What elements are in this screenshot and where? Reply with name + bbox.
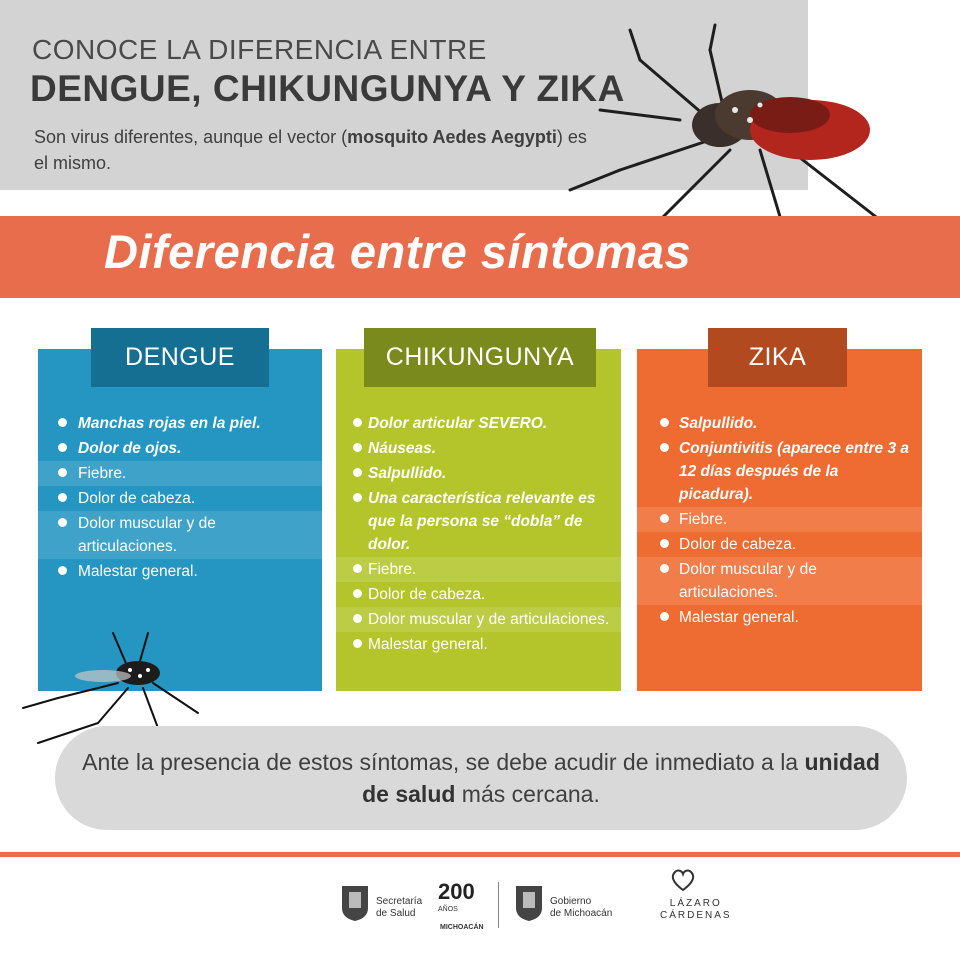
header-title: DENGUE, CHIKUNGUNYA Y ZIKA	[30, 68, 625, 109]
zika-symptom-list	[637, 411, 922, 630]
bullet-icon	[58, 518, 67, 527]
card-zika	[637, 349, 922, 691]
footer-logos	[330, 868, 730, 934]
secretaria-logo-text: Secretaría de Salud	[376, 896, 423, 919]
heart-logo-icon	[670, 868, 696, 892]
list-item: Dolor muscular y de articulaciones.	[336, 607, 621, 632]
section-title: Diferencia entre síntomas	[104, 225, 692, 278]
tab-zika: ZIKA	[708, 328, 847, 387]
list-item: Dolor articular SEVERO.	[336, 411, 621, 436]
bullet-icon	[58, 443, 67, 452]
list-item: Dolor de cabeza.	[336, 582, 621, 607]
card-chikungunya	[336, 349, 621, 691]
list-item: Malestar general.	[637, 605, 922, 630]
bullet-icon	[58, 418, 67, 427]
list-item: Salpullido.	[336, 461, 621, 486]
bullet-icon	[353, 639, 362, 648]
lazaro-logo-text: LÁZARO CÁRDENAS	[660, 898, 732, 921]
logo-divider	[498, 882, 499, 928]
header-subtitle: Son virus diferentes, aunque el vector (mosquito Aedes Aegypti) es el mismo.	[34, 127, 587, 173]
bullet-icon	[353, 493, 362, 502]
bullet-icon	[58, 468, 67, 477]
list-item: Dolor muscular y de articulaciones.	[637, 557, 922, 605]
bullet-icon	[353, 564, 362, 573]
gobierno-logo-text: Gobierno de Michoacán	[550, 896, 613, 919]
bullet-icon	[58, 566, 67, 575]
anniversary-number: 200	[438, 879, 475, 904]
bullet-icon	[353, 614, 362, 623]
advice-message: Ante la presencia de estos síntomas, se debe acudir de inmediato a la unidad de salud más cercana.	[82, 749, 880, 807]
list-item: Conjuntivitis (aparece entre 3 a 12 días después de la picadura).	[637, 436, 922, 507]
list-item: Fiebre.	[637, 507, 922, 532]
dengue-symptom-list	[38, 411, 322, 584]
list-item: Una característica relevante es que la persona se “dobla” de dolor.	[336, 486, 621, 557]
bullet-icon	[353, 468, 362, 477]
list-item: Dolor de cabeza.	[38, 486, 322, 511]
tab-dengue: DENGUE	[91, 328, 269, 387]
anniversary-word: AÑOS	[438, 906, 458, 913]
list-item: Dolor de ojos.	[38, 436, 322, 461]
seal-icon	[340, 884, 370, 922]
bullet-icon	[660, 564, 669, 573]
bullet-icon	[660, 418, 669, 427]
seal-icon	[514, 884, 544, 922]
list-item: Fiebre.	[38, 461, 322, 486]
list-item: Náuseas.	[336, 436, 621, 461]
bullet-icon	[353, 443, 362, 452]
list-item: Dolor muscular y de articulaciones.	[38, 511, 322, 559]
header-kicker: CONOCE LA DIFERENCIA ENTRE	[32, 34, 487, 65]
bullet-icon	[353, 589, 362, 598]
bullet-icon	[660, 443, 669, 452]
bullet-icon	[353, 418, 362, 427]
list-item: Manchas rojas en la piel.	[38, 411, 322, 436]
list-item: Fiebre.	[336, 557, 621, 582]
footer-divider	[0, 852, 960, 857]
list-item: Malestar general.	[336, 632, 621, 657]
vector-name: mosquito Aedes Aegypti	[347, 127, 557, 147]
bullet-icon	[660, 612, 669, 621]
advice-highlight: unidad de salud	[362, 749, 880, 807]
list-item: Malestar general.	[38, 559, 322, 584]
chikungunya-symptom-list	[336, 411, 621, 657]
bullet-icon	[58, 493, 67, 502]
tab-chikungunya: CHIKUNGUNYA	[364, 328, 596, 387]
bullet-icon	[660, 514, 669, 523]
bullet-icon	[660, 539, 669, 548]
list-item: Salpullido.	[637, 411, 922, 436]
anniversary-state: MICHOACÁN	[440, 924, 484, 931]
list-item: Dolor de cabeza.	[637, 532, 922, 557]
